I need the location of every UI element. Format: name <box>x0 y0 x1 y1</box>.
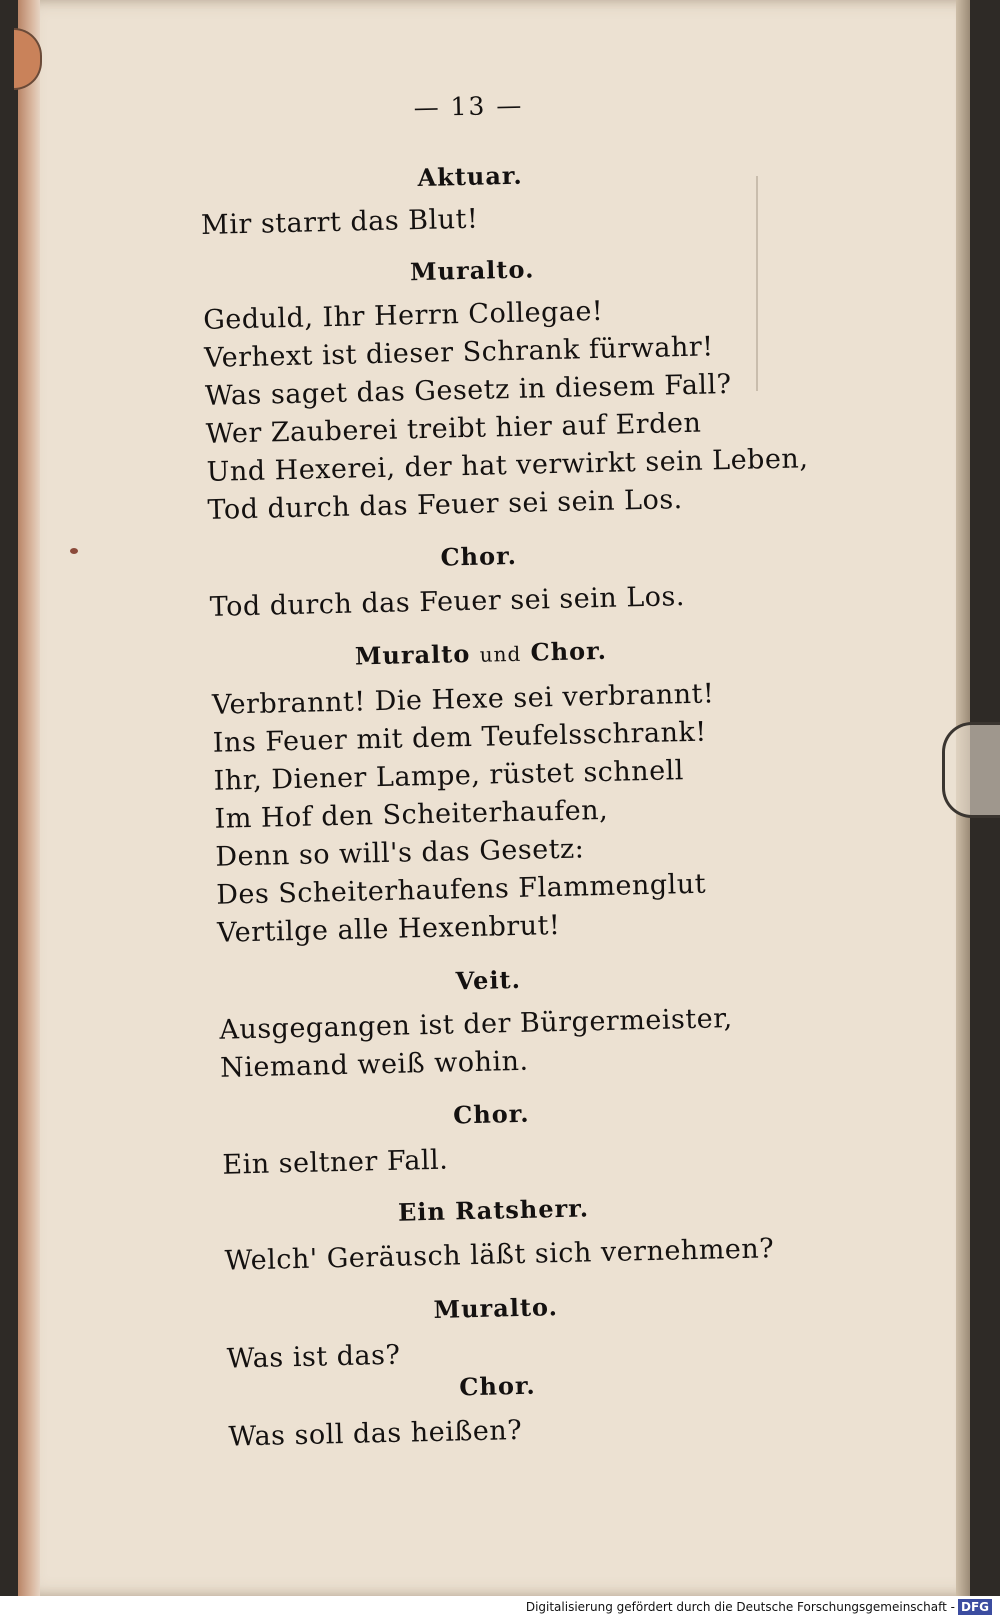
verse-line: Denn so will's das Gesetz: <box>215 833 585 873</box>
verse-line: Ein seltner Fall. <box>222 1144 449 1181</box>
verse-line: Des Scheiterhaufens Flammenglut <box>215 868 707 911</box>
speaker-name: Chor. <box>530 635 608 667</box>
speaker-name: Muralto <box>354 638 471 671</box>
speaker-heading: Chor. <box>452 1098 530 1130</box>
speaker-heading: Veit. <box>455 964 522 996</box>
speaker-heading: Ein Ratsherr. <box>397 1193 590 1227</box>
verse-line: Was ist das? <box>226 1339 401 1375</box>
footer-text: Digitalisierung gefördert durch die Deutsche Forschungsgemeinschaft - <box>525 1600 955 1614</box>
verse-line: Welch' Geräusch läßt sich vernehmen? <box>224 1233 775 1277</box>
verse-line: Was soll das heißen? <box>228 1414 523 1453</box>
verse-line: Im Hof den Scheiterhaufen, <box>214 794 609 835</box>
speaker-heading: Aktuar. <box>417 160 523 193</box>
verse-line: Wer Zauberei treibt hier auf Erden <box>205 407 702 450</box>
verse-line: Tod durch das Feuer sei sein Los. <box>209 581 686 623</box>
speaker-heading: Chor. <box>459 1370 537 1402</box>
digitization-footer <box>0 1596 1000 1619</box>
verse-line: Und Hexerei, der hat verwirkt sein Leben, <box>206 443 809 488</box>
verse-line: Tod durch das Feuer sei sein Los. <box>207 484 684 526</box>
speaker-heading: Chor. <box>440 540 518 572</box>
speaker-heading <box>211 633 752 674</box>
verse-line: Was saget das Gesetz in diesem Fall? <box>204 368 732 412</box>
bleed-through-bracket <box>756 176 764 391</box>
page-clip <box>942 722 1000 818</box>
speaker-join: und <box>479 641 522 667</box>
page-speck <box>70 548 78 554</box>
verse-line: Niemand weiß wohin. <box>219 1045 529 1084</box>
speaker-heading: Muralto. <box>433 1292 559 1324</box>
verse-line: Verhext ist dieser Schrank fürwahr! <box>203 331 714 374</box>
book-page <box>18 0 970 1596</box>
verse-line: Vertilge alle Hexenbrut! <box>216 909 561 949</box>
verse-line: Ins Feuer mit dem Teufelsschrank! <box>212 716 708 759</box>
dfg-logo: DFG <box>958 1599 992 1615</box>
book-spine <box>18 0 40 1596</box>
page-number: — 13 — <box>413 90 524 123</box>
verse-line: Ihr, Diener Lampe, rüstet schnell <box>213 755 685 797</box>
verse-line: Geduld, Ihr Herrn Collegae! <box>202 295 604 336</box>
speaker-heading: Muralto. <box>409 254 535 287</box>
verse-line: Verbrannt! Die Hexe sei verbrannt! <box>211 678 715 721</box>
verse-line: Ausgegangen ist der Bürgermeister, <box>219 1003 734 1046</box>
verse-line: Mir starrt das Blut! <box>200 203 479 241</box>
